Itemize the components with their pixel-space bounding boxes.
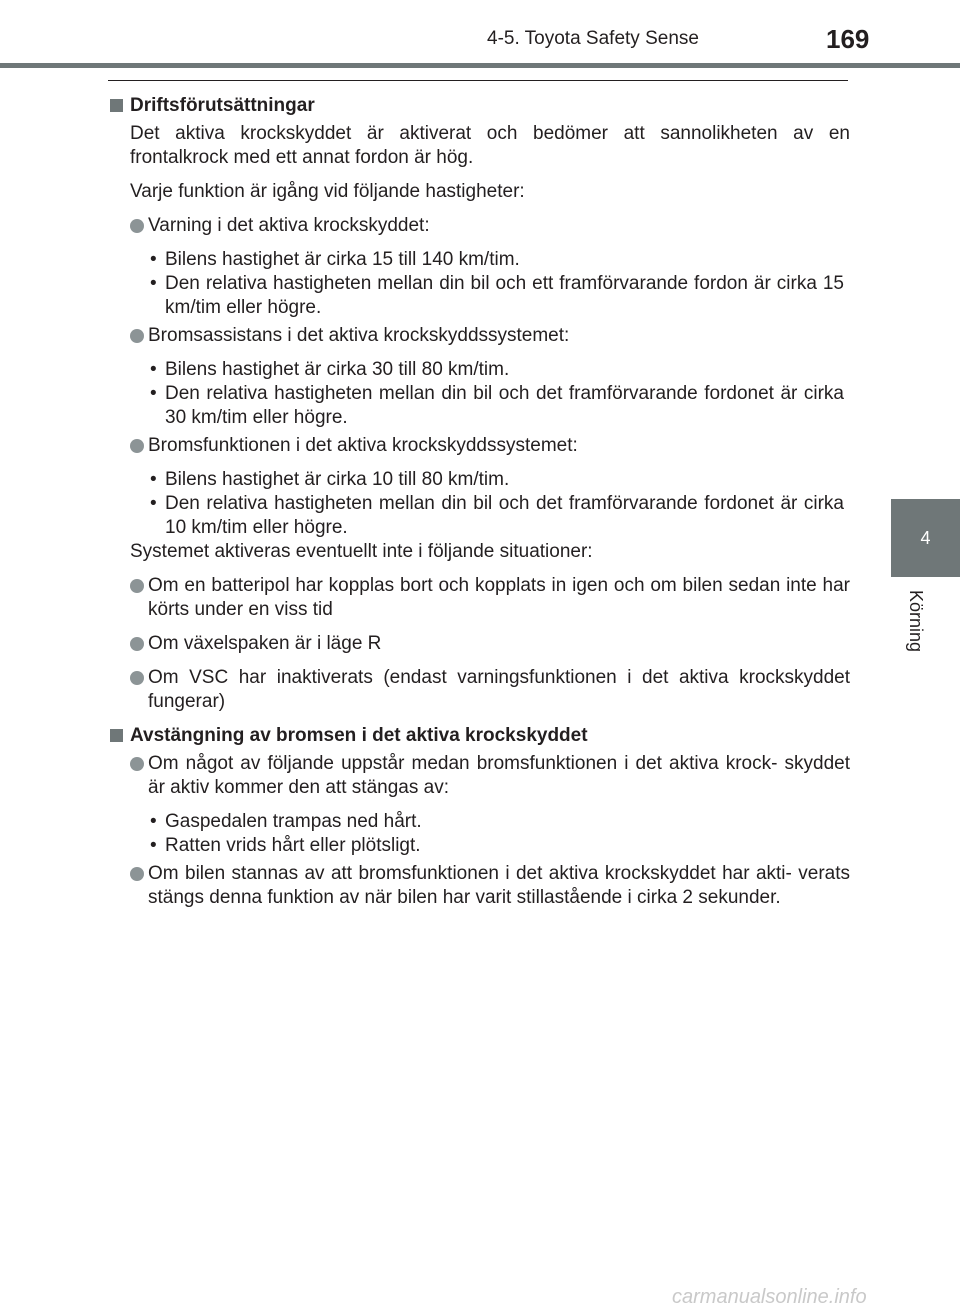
sub-item: • Bilens hastighet är cirka 10 till 80 km/tim. [150, 469, 510, 490]
bullet-stationary-deactivation [108, 862, 850, 910]
bullet-brake-assist [108, 324, 850, 348]
bullet-text: Om bilen stannas av att bromsfunktionen i det aktiva krockskyddet har akti- verats stängs denna funktion av när bilen har varit stillastående i cirka 2 sekunder. [148, 863, 850, 908]
section-heading-deactivation [108, 724, 850, 748]
bullet-text: Bromsassistans i det aktiva krockskyddssystemet: [148, 325, 570, 346]
sub-item: • Ratten vrids hårt eller plötsligt. [150, 835, 421, 856]
bullet-dot-icon [130, 671, 144, 685]
paragraph-situations-intro: Systemet aktiveras eventuellt inte i följande situationer: [130, 541, 593, 562]
sub-item: • Den relativa hastigheten mellan din bil och det framförvarande fordonet är cirka 10 km/tim eller högre. [150, 493, 844, 538]
chapter-label: Körning [906, 590, 926, 653]
sub-item: • Bilens hastighet är cirka 15 till 140 km/tim. [150, 249, 520, 270]
content-top-rule [108, 80, 848, 81]
sub-list-brake-function [108, 468, 850, 540]
bullet-warning [108, 214, 850, 238]
chapter-tab[interactable] [891, 499, 960, 577]
paragraph-intro: Det aktiva krockskyddet är aktiverat och bedömer att sannolikheten av en frontalkrock med ett annat fordon är hög. [130, 123, 850, 168]
sub-item: • Den relativa hastigheten mellan din bil och ett framförvarande fordon är cirka 15 km/tim eller högre. [150, 273, 844, 318]
header-rule [0, 63, 960, 68]
paragraph-speeds-intro: Varje funktion är igång vid följande hastigheter: [130, 181, 525, 202]
bullet-text: Om växelspaken är i läge R [148, 633, 382, 654]
bullet-text: Om VSC har inaktiverats (endast varningsfunktionen i det aktiva krockskyddet fungerar) [148, 667, 850, 712]
chapter-number: 4 [920, 528, 931, 548]
sub-item: • Den relativa hastigheten mellan din bil och det framförvarande fordonet är cirka 30 km/tim eller högre. [150, 383, 844, 428]
bullet-text: Bromsfunktionen i det aktiva krockskyddssystemet: [148, 435, 578, 456]
sub-list-deactivation [108, 810, 850, 858]
bullet-situation [108, 666, 850, 714]
bullet-situation [108, 632, 850, 656]
sub-item: • Bilens hastighet är cirka 30 till 80 km/tim. [150, 359, 510, 380]
bullet-dot-icon [130, 867, 144, 881]
bullet-deactivation-conditions [108, 752, 850, 800]
bullet-situation [108, 574, 850, 622]
bullet-dot-icon [130, 579, 144, 593]
bullet-dot-icon [130, 219, 144, 233]
sub-list-warning [108, 248, 850, 320]
bullet-dot-icon [130, 637, 144, 651]
sub-list-brake-assist [108, 358, 850, 430]
bullet-dot-icon [130, 329, 144, 343]
square-marker-icon [110, 729, 123, 742]
square-marker-icon [110, 99, 123, 112]
page-content [108, 94, 850, 920]
section-heading-conditions [108, 94, 850, 118]
section-heading-text: Driftsförutsättningar [130, 95, 315, 116]
section-heading-text: Avstängning av bromsen i det aktiva krockskyddet [130, 725, 588, 746]
bullet-text: Om något av följande uppstår medan bromsfunktionen i det aktiva krock- skyddet är aktiv kommer den att stängas av: [148, 753, 850, 798]
bullet-text: Varning i det aktiva krockskyddet: [148, 215, 430, 236]
watermark: carmanualsonline.info [672, 1286, 867, 1308]
header-section-title: 4-5. Toyota Safety Sense [487, 28, 699, 49]
bullet-dot-icon [130, 757, 144, 771]
bullet-dot-icon [130, 439, 144, 453]
bullet-brake-function [108, 434, 850, 458]
page-number: 169 [826, 24, 870, 54]
bullet-text: Om en batteripol har kopplas bort och kopplats in igen och om bilen sedan inte har körts under en viss tid [148, 575, 850, 620]
sub-item: • Gaspedalen trampas ned hårt. [150, 811, 422, 832]
